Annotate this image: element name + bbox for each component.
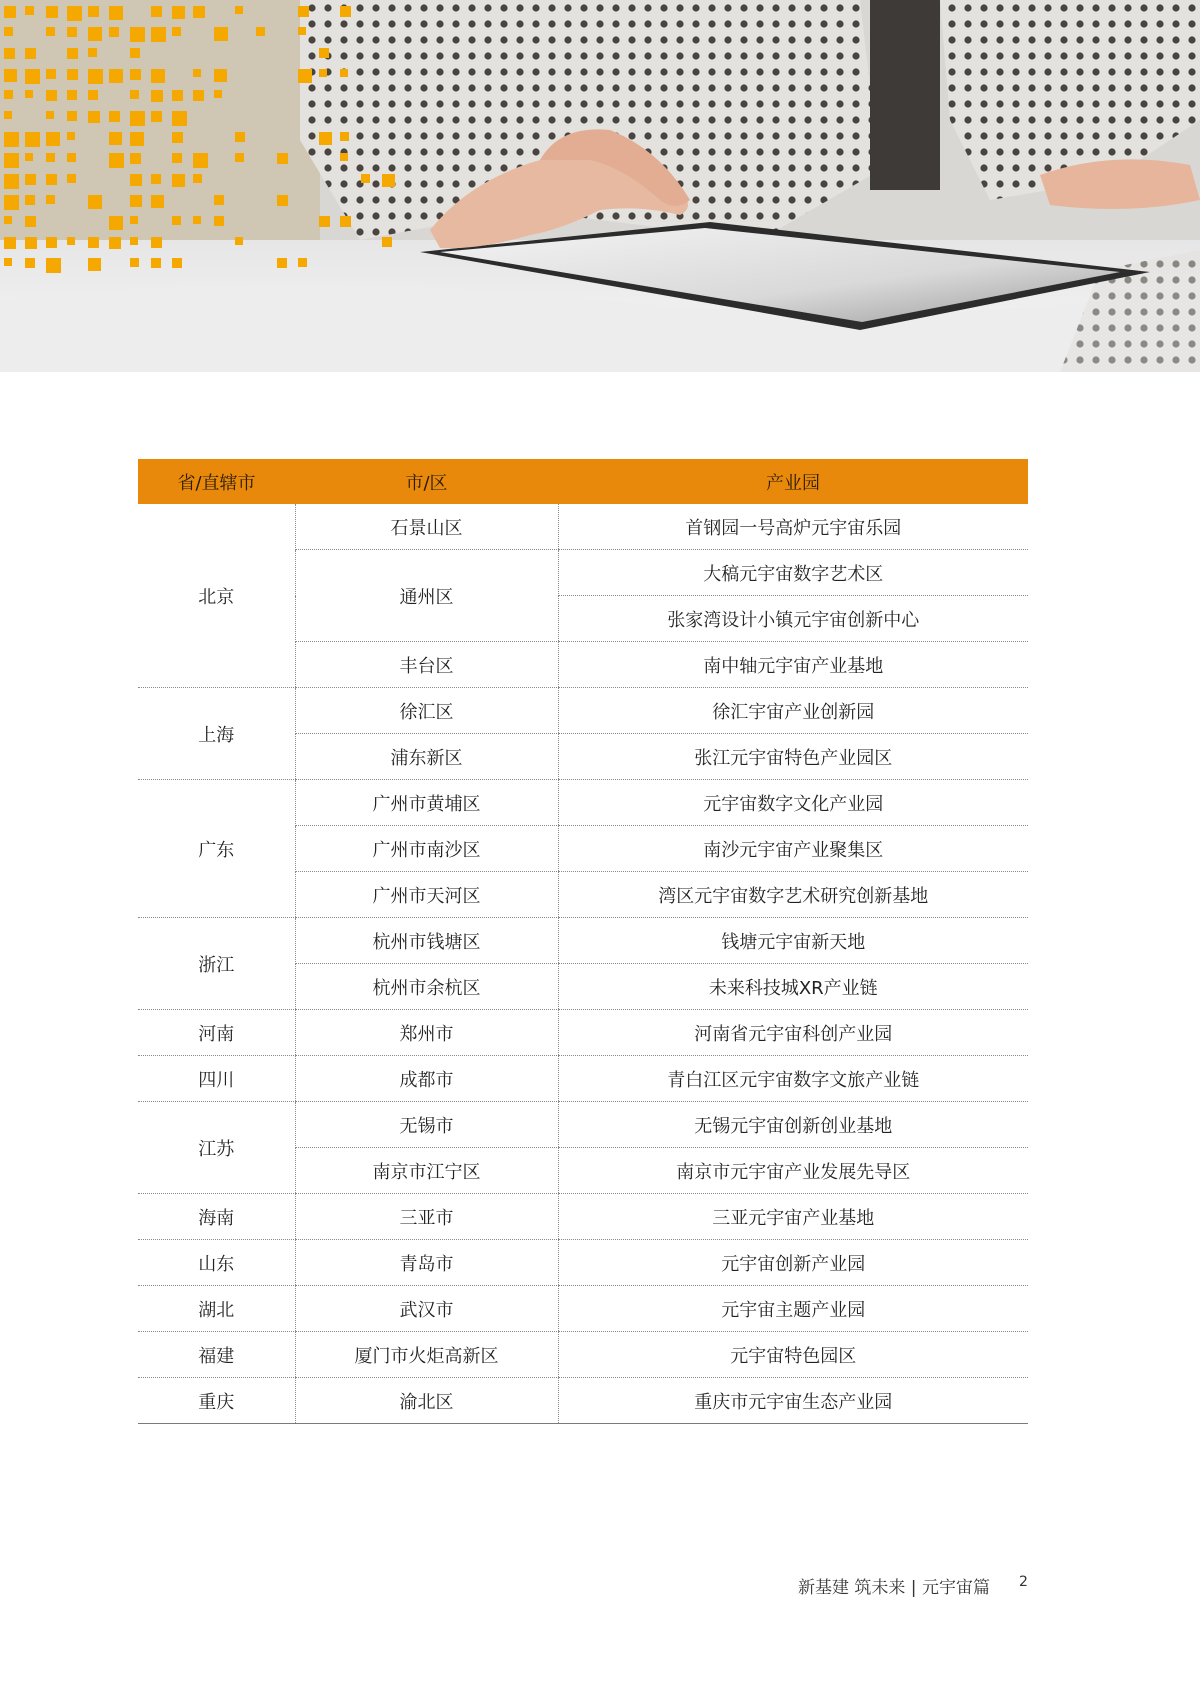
- pixel-square: [109, 6, 123, 20]
- pixel-square: [4, 90, 13, 99]
- cell-province: 江苏: [138, 1102, 295, 1194]
- pixel-square: [67, 111, 77, 121]
- cell-park: 青白江区元宇宙数字文旅产业链: [558, 1056, 1028, 1102]
- cell-city: 三亚市: [295, 1194, 558, 1240]
- pixel-square: [4, 153, 19, 168]
- cell-province: 上海: [138, 688, 295, 780]
- pixel-square: [67, 69, 78, 80]
- cell-city: 郑州市: [295, 1010, 558, 1056]
- cell-park: 河南省元宇宙科创产业园: [558, 1010, 1028, 1056]
- pixel-square: [130, 153, 141, 164]
- pixel-square: [172, 153, 182, 163]
- table-row: [138, 688, 1028, 734]
- cell-city: 浦东新区: [295, 734, 558, 780]
- pixel-square: [130, 90, 139, 99]
- industrial-park-table: [138, 459, 1028, 1424]
- pixel-square: [4, 111, 12, 119]
- pixel-square: [151, 237, 162, 248]
- cell-park: 重庆市元宇宙生态产业园: [558, 1378, 1028, 1424]
- header-park: 产业园: [558, 459, 1028, 504]
- pixel-square: [340, 216, 351, 227]
- pixel-square: [130, 237, 138, 245]
- cell-province: 福建: [138, 1332, 295, 1378]
- pixel-square: [130, 174, 142, 186]
- cell-province: 河南: [138, 1010, 295, 1056]
- cell-city: 徐汇区: [295, 688, 558, 734]
- cell-city: 广州市天河区: [295, 872, 558, 918]
- cell-city: 广州市黄埔区: [295, 780, 558, 826]
- pixel-square: [214, 90, 222, 98]
- pixel-square: [172, 6, 185, 19]
- pixel-square: [151, 174, 161, 184]
- pixel-square: [172, 111, 187, 126]
- cell-park: 张江元宇宙特色产业园区: [558, 734, 1028, 780]
- pixel-square: [46, 195, 55, 204]
- pixel-square: [172, 132, 183, 143]
- cell-park: 徐汇宇宙产业创新园: [558, 688, 1028, 734]
- table-row: [138, 780, 1028, 826]
- cell-city: 武汉市: [295, 1286, 558, 1332]
- pixel-square: [151, 27, 166, 42]
- pixel-square: [88, 258, 101, 271]
- pixel-square: [130, 132, 144, 146]
- table-row: [138, 1194, 1028, 1240]
- pixel-square: [319, 69, 327, 77]
- pixel-square: [46, 237, 57, 248]
- table-row: [138, 1056, 1028, 1102]
- pixel-square: [193, 216, 201, 224]
- pixel-square: [88, 90, 98, 100]
- pixel-square: [4, 27, 13, 36]
- pixel-square: [298, 258, 307, 267]
- table-row: [138, 918, 1028, 964]
- pixel-square: [67, 174, 76, 183]
- cell-park: 未来科技城XR产业链: [558, 964, 1028, 1010]
- cell-park: 首钢园一号高炉元宇宙乐园: [558, 504, 1028, 550]
- pixel-square: [46, 6, 58, 18]
- pixel-square: [25, 132, 40, 147]
- pixel-square: [25, 6, 34, 15]
- pixel-square: [319, 216, 330, 227]
- pixel-square: [4, 48, 15, 59]
- pixel-square: [130, 216, 138, 224]
- pixel-square: [277, 258, 287, 268]
- table-row: [138, 504, 1028, 550]
- pixel-square: [25, 216, 36, 227]
- pixel-square: [4, 174, 19, 189]
- cell-park: 元宇宙特色园区: [558, 1332, 1028, 1378]
- cell-city: 丰台区: [295, 642, 558, 688]
- pixel-square: [67, 48, 78, 59]
- pixel-square: [130, 195, 142, 207]
- pixel-square: [214, 69, 227, 82]
- pixel-square: [172, 27, 181, 36]
- pixel-square: [25, 174, 36, 185]
- pixel-square: [151, 258, 161, 268]
- pixel-square: [4, 69, 17, 82]
- pixel-square: [109, 111, 120, 122]
- cell-city: 厦门市火炬高新区: [295, 1332, 558, 1378]
- pixel-square: [277, 153, 288, 164]
- cell-province: 海南: [138, 1194, 295, 1240]
- pixel-square: [193, 90, 204, 101]
- cell-park: 大稿元宇宙数字艺术区: [558, 550, 1028, 596]
- cell-province: 广东: [138, 780, 295, 918]
- cell-park: 钱塘元宇宙新天地: [558, 918, 1028, 964]
- cell-park: 湾区元宇宙数字艺术研究创新基地: [558, 872, 1028, 918]
- cell-park: 元宇宙数字文化产业园: [558, 780, 1028, 826]
- table-row: [138, 1010, 1028, 1056]
- pixel-square: [25, 48, 36, 59]
- pixel-square: [109, 216, 123, 230]
- cell-park: 元宇宙主题产业园: [558, 1286, 1028, 1332]
- pixel-square: [298, 69, 312, 83]
- pixel-square: [151, 111, 162, 122]
- pixel-square: [130, 111, 145, 126]
- pixel-square: [4, 195, 19, 210]
- pixel-square: [46, 258, 61, 273]
- pixel-square: [235, 6, 243, 14]
- hero-illustration: [0, 0, 1200, 372]
- pixel-square: [25, 195, 35, 205]
- cell-city: 南京市江宁区: [295, 1148, 558, 1194]
- pixel-square: [109, 153, 124, 168]
- pixel-square: [382, 174, 395, 187]
- pixel-square: [88, 6, 99, 17]
- pixel-square: [340, 153, 348, 161]
- cell-province: 四川: [138, 1056, 295, 1102]
- cell-park: 南沙元宇宙产业聚集区: [558, 826, 1028, 872]
- pixel-square: [235, 237, 243, 245]
- pixel-square: [4, 237, 16, 249]
- pixel-square: [130, 27, 145, 42]
- cell-park: 三亚元宇宙产业基地: [558, 1194, 1028, 1240]
- cell-province: 湖北: [138, 1286, 295, 1332]
- cell-city: 成都市: [295, 1056, 558, 1102]
- pixel-square: [67, 27, 77, 37]
- cell-park: 张家湾设计小镇元宇宙创新中心: [558, 596, 1028, 642]
- cell-province: 山东: [138, 1240, 295, 1286]
- pixel-square: [88, 48, 97, 57]
- pixel-square: [109, 237, 121, 249]
- pixel-square: [4, 258, 12, 266]
- cell-city: 广州市南沙区: [295, 826, 558, 872]
- pixel-square: [109, 69, 123, 83]
- pixel-square: [88, 237, 99, 248]
- pixel-square: [4, 132, 19, 147]
- pixel-square: [193, 174, 202, 183]
- cell-city: 无锡市: [295, 1102, 558, 1148]
- pixel-square: [46, 69, 56, 79]
- pixel-square: [151, 6, 162, 17]
- page-number: 2: [1019, 1574, 1028, 1590]
- cell-province: 重庆: [138, 1378, 295, 1424]
- table-row: [138, 1240, 1028, 1286]
- pixel-square: [46, 111, 54, 119]
- pixel-square: [193, 69, 201, 77]
- cell-park: 南中轴元宇宙产业基地: [558, 642, 1028, 688]
- cell-city: 杭州市余杭区: [295, 964, 558, 1010]
- pixel-square: [130, 69, 141, 80]
- cell-park: 元宇宙创新产业园: [558, 1240, 1028, 1286]
- pixel-square: [130, 48, 140, 58]
- pixel-square: [4, 216, 12, 224]
- pixel-square: [361, 174, 370, 183]
- pixel-square: [151, 69, 165, 83]
- pixel-square: [88, 27, 102, 41]
- pixel-square: [193, 153, 208, 168]
- pixel-square: [67, 237, 75, 245]
- footer-title: 新基建 筑未来 | 元宇宙篇: [798, 1578, 990, 1598]
- pixel-square: [172, 174, 185, 187]
- pixel-square: [298, 6, 309, 17]
- pixel-square: [25, 258, 35, 268]
- pixel-square: [88, 69, 103, 84]
- pixel-square: [151, 195, 164, 208]
- table-row: [138, 1332, 1028, 1378]
- pixel-square: [235, 132, 245, 142]
- pixel-square: [46, 27, 55, 36]
- pixel-square: [25, 153, 33, 161]
- pixel-square: [130, 258, 139, 267]
- pixel-square: [277, 195, 288, 206]
- table-row: [138, 1378, 1028, 1424]
- pixel-square: [67, 6, 82, 21]
- pixel-square: [88, 195, 102, 209]
- pixel-square: [214, 216, 224, 226]
- pixel-square: [67, 153, 76, 162]
- pixel-square: [172, 90, 183, 101]
- pixel-square: [67, 132, 75, 140]
- pixel-square: [172, 258, 182, 268]
- cell-province: 浙江: [138, 918, 295, 1010]
- pixel-square: [340, 69, 348, 77]
- pixel-square: [46, 90, 57, 101]
- pixel-square: [235, 153, 244, 162]
- pixel-square: [214, 27, 228, 41]
- pixel-square: [340, 6, 351, 17]
- table-row: [138, 1102, 1028, 1148]
- table-row: [138, 1286, 1028, 1332]
- header-province: 省/直辖市: [138, 459, 295, 504]
- cell-city: 青岛市: [295, 1240, 558, 1286]
- table-header-row: [138, 459, 1028, 504]
- pixel-square: [25, 237, 37, 249]
- pixel-square: [88, 111, 100, 123]
- hero-photo: [0, 0, 1200, 372]
- pixel-square: [298, 27, 306, 35]
- header-city: 市/区: [295, 459, 558, 504]
- pixel-square: [46, 132, 60, 146]
- pixel-square: [193, 6, 205, 18]
- pixel-square: [4, 6, 16, 18]
- pixel-square: [109, 132, 122, 145]
- pixel-square: [319, 132, 332, 145]
- pixel-square: [46, 174, 57, 185]
- cell-city: 杭州市钱塘区: [295, 918, 558, 964]
- cell-park: 无锡元宇宙创新创业基地: [558, 1102, 1028, 1148]
- cell-park: 南京市元宇宙产业发展先导区: [558, 1148, 1028, 1194]
- pixel-square: [340, 132, 349, 141]
- pixel-square: [319, 48, 329, 58]
- pixel-square: [172, 216, 181, 225]
- pixel-square: [109, 27, 119, 37]
- table-body: [138, 504, 1028, 1424]
- pixel-square: [67, 90, 77, 100]
- cell-city: 通州区: [295, 550, 558, 642]
- pixel-square: [46, 153, 55, 162]
- pixel-square: [25, 90, 33, 98]
- pixel-square: [151, 90, 163, 102]
- pixel-square: [214, 195, 224, 205]
- pixel-square: [256, 27, 265, 36]
- cell-province: 北京: [138, 504, 295, 688]
- pixel-square: [25, 69, 40, 84]
- cell-city: 石景山区: [295, 504, 558, 550]
- cell-city: 渝北区: [295, 1378, 558, 1424]
- pixel-square: [382, 237, 392, 247]
